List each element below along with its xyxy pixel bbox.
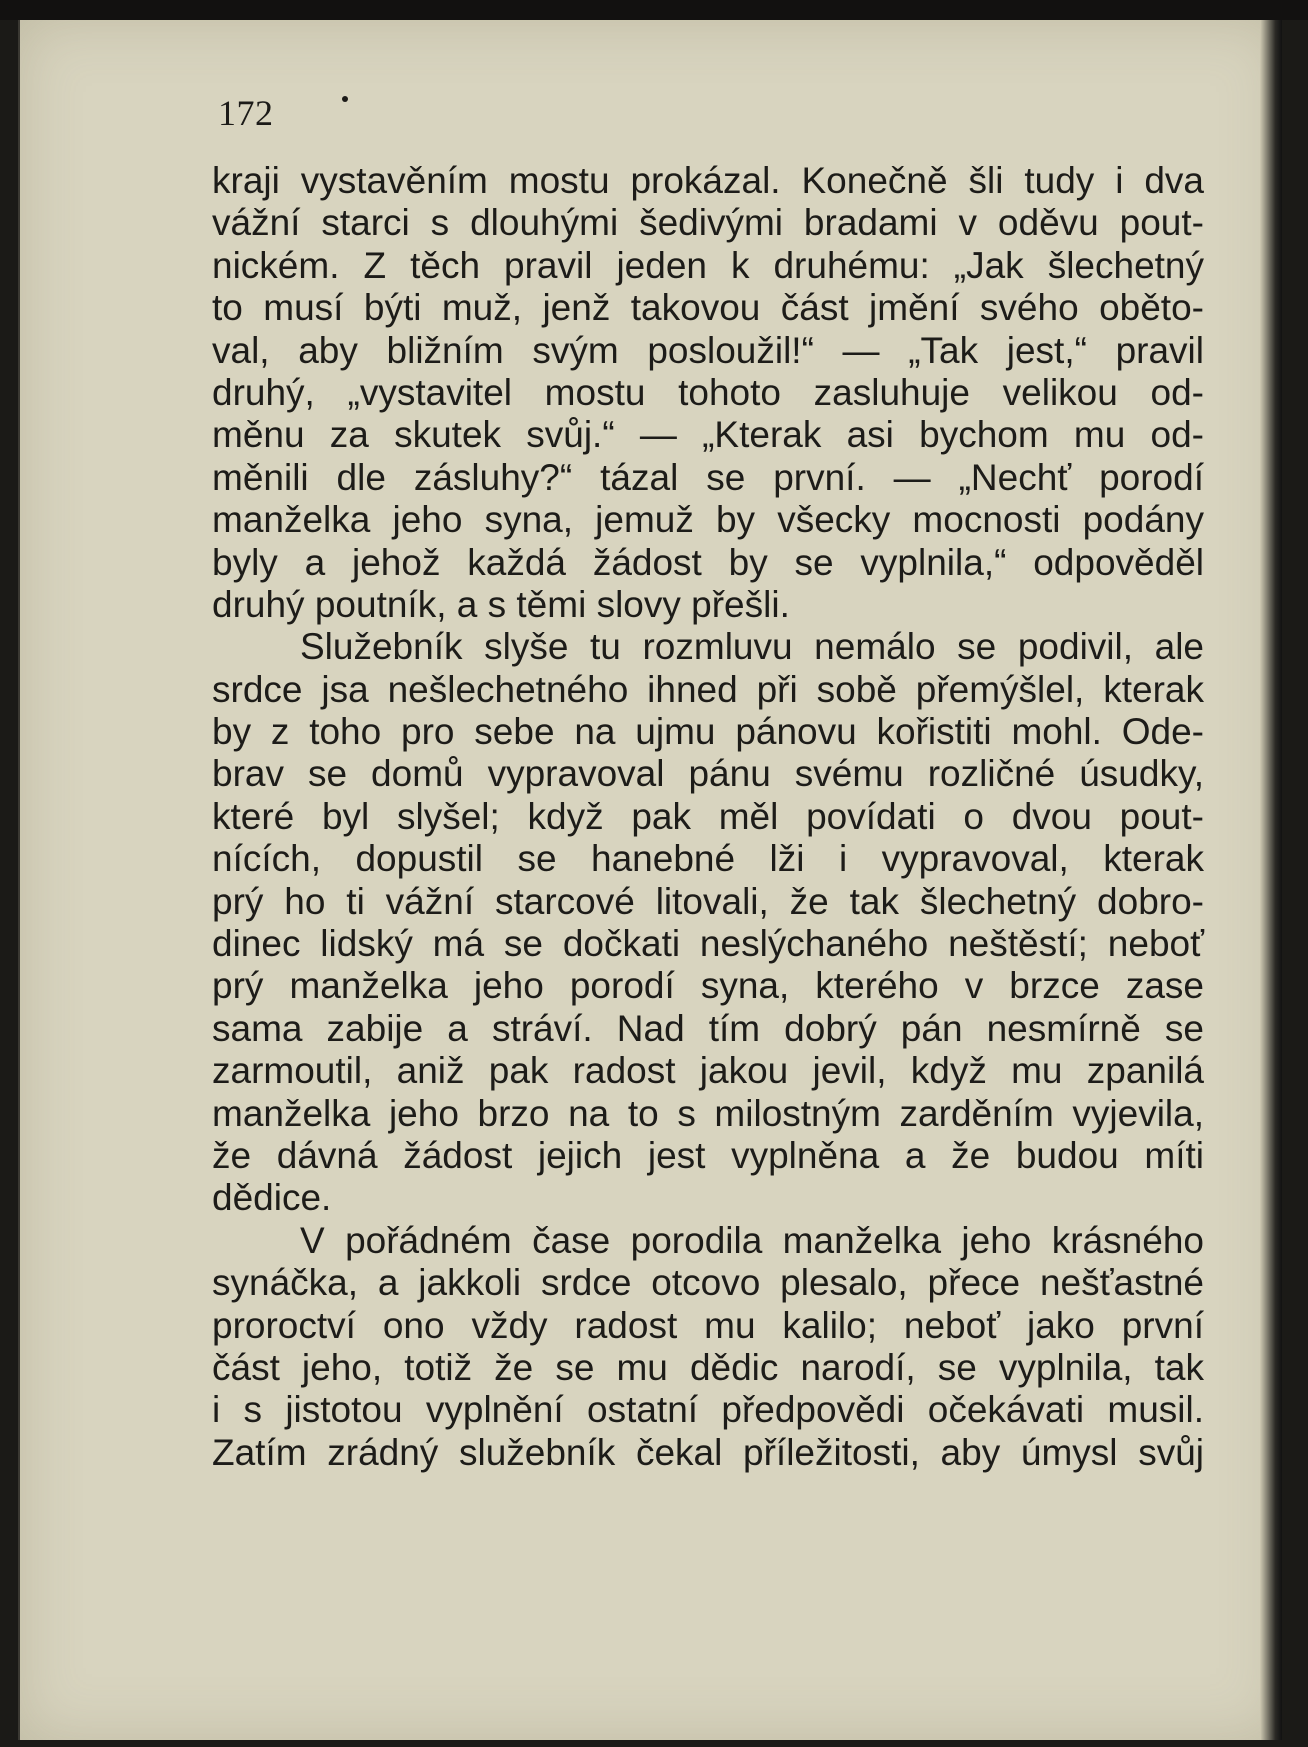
text-line: byly a jehož každá žádost by se vyplnila,“ odpověděl	[212, 541, 1204, 583]
top-dark-strip	[0, 0, 1308, 20]
text-line: měnu za skutek svůj.“ — „Kterak asi bychom mu od-	[212, 414, 1204, 456]
text-line: kraji vystavěním mostu prokázal. Konečně šli tudy i dva	[212, 160, 1204, 201]
text-line: to musí býti muž, jenž takovou část jmění svého oběto-	[212, 287, 1204, 329]
text-line: manželka jeho syna, jemuž by všecky mocnosti podány	[212, 499, 1204, 541]
text-line: i s jistotou vyplnění ostatní předpovědi očekávati musil.	[212, 1389, 1204, 1431]
text-line: synáčka, a jakkoli srdce otcovo plesalo, přece nešťastné	[212, 1262, 1204, 1304]
text-line: Zatím zrádný služebník čekal příležitosti, aby úmysl svůj	[212, 1431, 1204, 1473]
text-line: proroctví ono vždy radost mu kalilo; neboť jako první	[212, 1304, 1204, 1346]
text-line: dědice.	[212, 1177, 332, 1219]
page-binding-edge	[1260, 20, 1282, 1740]
text-line: prý manželka jeho porodí syna, kterého v brzce zase	[212, 965, 1204, 1007]
text-line: měnili dle zásluhy?“ tázal se první. — „Nechť porodí	[212, 456, 1204, 498]
text-line: Služebník slyše tu rozmluvu nemálo se podivil, ale	[300, 626, 1204, 668]
text-line: že dávná žádost jejich jest vyplněna a že budou míti	[212, 1134, 1204, 1176]
text-line: brav se domů vypravoval pánu svému rozličné úsudky,	[212, 753, 1204, 795]
text-line: které byl slyšel; když pak měl povídati o dvou pout-	[212, 795, 1204, 837]
text-line: manželka jeho brzo na to s milostným zarděním vyjevila,	[212, 1092, 1204, 1134]
text-line: dinec lidský má se dočkati neslýchaného neštěstí; neboť	[212, 923, 1204, 965]
text-line: val, aby bližním svým posloužil!“ — „Tak jest,“ pravil	[212, 329, 1204, 371]
text-line: by z toho pro sebe na ujmu pánovu kořistiti mohl. Ode-	[212, 711, 1204, 753]
text-line: srdce jsa nešlechetného ihned při sobě přemýšlel, kterak	[212, 668, 1204, 710]
text-line: druhý, „vystavitel mostu tohoto zasluhuje velikou od-	[212, 371, 1204, 413]
text-line: sama zabije a stráví. Nad tím dobrý pán nesmírně se	[212, 1007, 1204, 1049]
text-line: vážní starci s dlouhými šedivými bradami v oděvu pout-	[212, 202, 1204, 244]
page-dot-mark	[342, 96, 348, 102]
text-line: V pořádném čase porodila manželka jeho krásného	[300, 1219, 1204, 1261]
body-text	[212, 160, 1204, 1474]
text-line: část jeho, totiž že se mu dědic narodí, se vyplnila, tak	[212, 1346, 1204, 1388]
text-line: zarmoutil, aniž pak radost jakou jevil, když mu zpanilá	[212, 1050, 1204, 1092]
page-number: 172	[218, 93, 274, 133]
text-line: druhý poutník, a s těmi slovy přešli.	[212, 583, 790, 625]
text-line: nících, dopustil se hanebné lži i vypravoval, kterak	[212, 838, 1204, 880]
text-line: nickém. Z těch pravil jeden k druhému: „Jak šlechetný	[212, 244, 1204, 286]
text-line: prý ho ti vážní starcové litovali, že tak šlechetný dobro-	[212, 880, 1204, 922]
